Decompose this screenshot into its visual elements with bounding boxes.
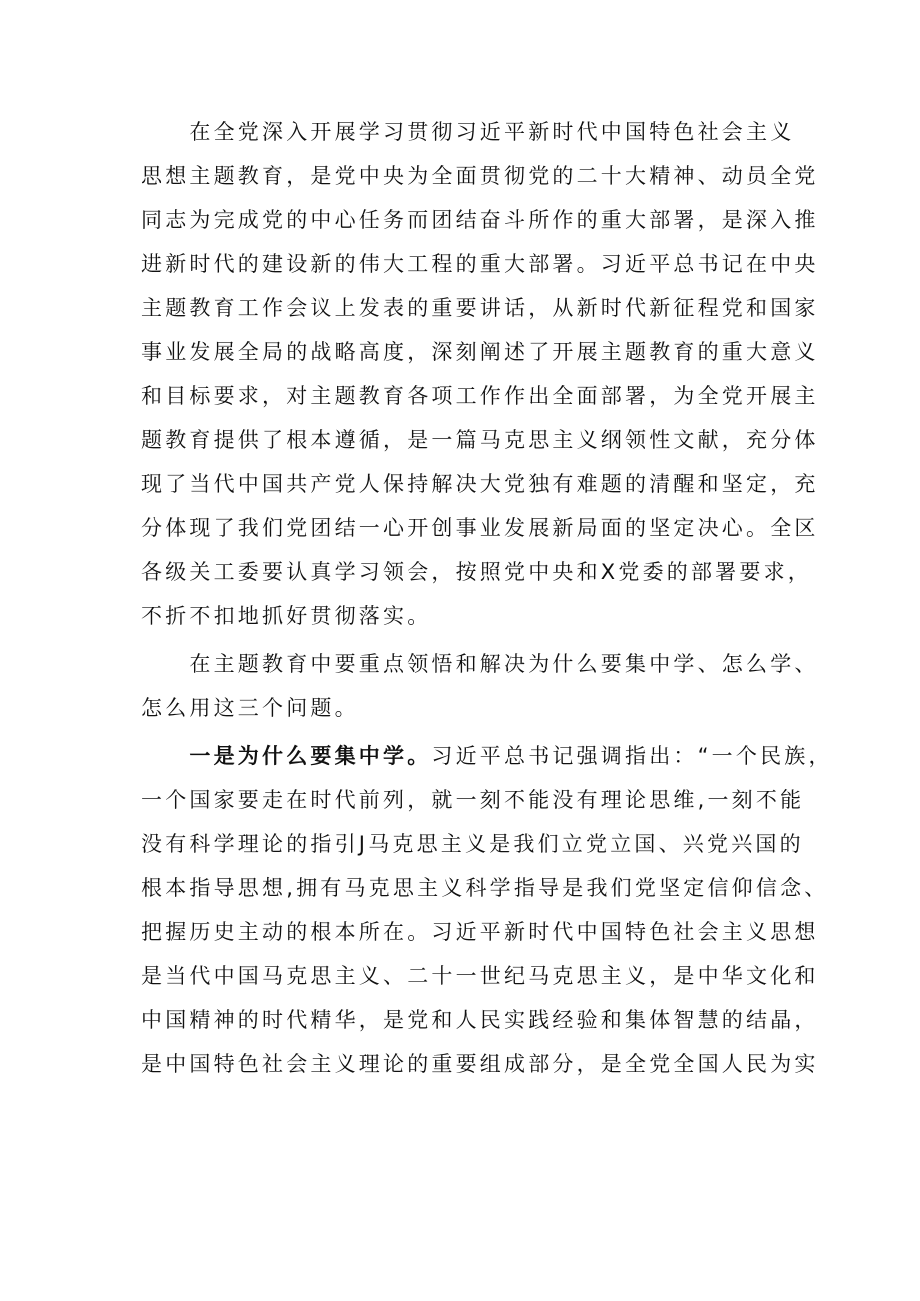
heading-continuation: 习近平总书记强调指出：“一个民族，: [431, 744, 833, 768]
text-line: 是当代中国马克思主义、二十一世纪马克思主义，是中华文化和: [141, 964, 819, 988]
paragraph-intro: [141, 110, 819, 638]
text-line: 一个国家要走在时代前列，就一刻不能没有理论思维,一刻不能: [141, 788, 805, 812]
text-line: 思想主题教育，是党中央为全面贯彻党的二十大精神、动员全党: [141, 164, 819, 188]
text-line: 和目标要求，对主题教育各项工作作出全面部署，为全党开展主: [141, 384, 819, 408]
text-line: 怎么用这三个问题。: [141, 696, 359, 720]
text-line: 把握历史主动的根本所在。习近平新时代中国特色社会主义思想: [141, 920, 819, 944]
text-line: 现了当代中国共产党人保持解决大党独有难题的清醒和坚定，充: [141, 472, 819, 496]
paragraph-why-study: [141, 734, 833, 1086]
text-line: 同志为完成党的中心任务而团结奋斗所作的重大部署，是深入推: [141, 208, 819, 232]
text-line: 根本指导思想,拥有马克思主义科学指导是我们党坚定信仰信念、: [141, 876, 829, 900]
text-line: [141, 734, 833, 778]
text-line: 不折不扣地抓好贯彻落实。: [141, 604, 432, 628]
section-heading: 一是为什么要集中学。: [141, 744, 432, 768]
text-line: 分体现了我们党团结一心开创事业发展新局面的坚定决心。全区: [141, 516, 819, 540]
text-line: 题教育提供了根本遵循，是一篇马克思主义纲领性文献，充分体: [141, 428, 819, 452]
document-body: [141, 110, 833, 1086]
text-line: 是中国特色社会主义理论的重要组成部分，是全党全国人民为实: [141, 1052, 819, 1076]
paragraph-three-questions: [141, 642, 819, 730]
text-line: 在主题教育中要重点领悟和解决为什么要集中学、怎么学、: [141, 652, 819, 676]
text-line: 没有科学理论的指引J马克思主义是我们立党立国、兴党兴国的: [141, 832, 804, 856]
text-line: 进新时代的建设新的伟大工程的重大部署。习近平总书记在中央: [141, 252, 819, 276]
text-line: 中国精神的时代精华，是党和人民实践经验和集体智慧的结晶，: [141, 1008, 819, 1032]
text-line: 主题教育工作会议上发表的重要讲话，从新时代新征程党和国家: [141, 296, 819, 320]
text-line: 在全党深入开展学习贯彻习近平新时代中国特色社会主义: [141, 120, 795, 144]
text-line: 各级关工委要认真学习领会，按照党中央和X党委的部署要求，: [141, 560, 812, 584]
text-line: 事业发展全局的战略高度，深刻阐述了开展主题教育的重大意义: [141, 340, 819, 364]
